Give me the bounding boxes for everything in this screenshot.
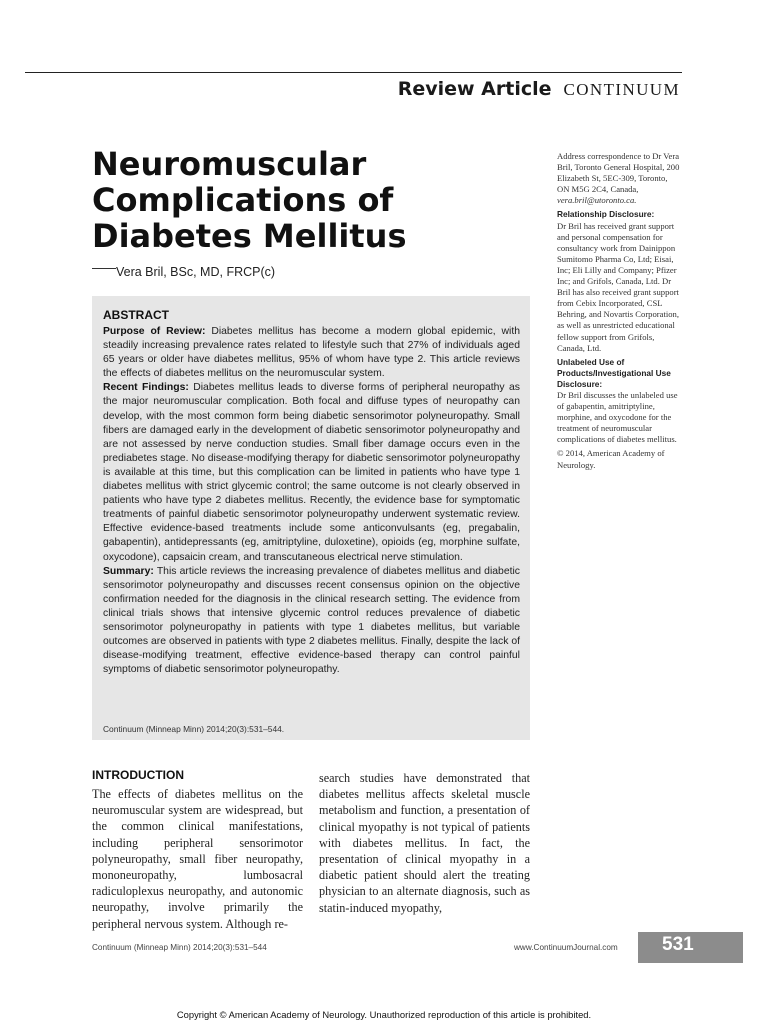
- relationship-disclosure: [557, 209, 682, 353]
- unlabeled-use-text: Dr Bril discusses the unlabeled use of gabapentin, amitriptyline, morphine, and oxycodone for the treatment of neuromuscular complications of diabetes mellitus.: [557, 389, 678, 445]
- header-rule: [25, 72, 682, 73]
- article-type: Review Article: [397, 78, 552, 100]
- running-header: [398, 78, 680, 100]
- purpose-text: Diabetes mellitus has become a modern global epidemic, with steadily increasing prevalence rates related to lifestyle such that 27% of individuals aged 65 years or older have diabetes mellitus, 95% of whom have type 2. This article reviews the effects of diabetes mellitus on the neuromuscular system.: [103, 326, 520, 380]
- purpose-label: Purpose of Review:: [103, 326, 206, 337]
- page-number-box: [638, 932, 743, 963]
- body-column-left: The effects of diabetes mellitus on the neuromuscular system are widespread, but the common clinical manifestations, including peripheral sensorimotor polyneuropathy, small fiber neuropathy, mononeuropathy, lumbosacral radiculoplexus neuropathy, and autonomic neuropathy, involve primarily the peripheral nervous system. Although re-: [92, 787, 303, 931]
- body-column-right: search studies have demonstrated that diabetes mellitus affects skeletal muscle metabolism and function, a presentation of clinical myopathy is not typical of patients with diabetes mellitus. In fact, the presentation of clinical myopathy in a diabetic patient should alert the treating physician to an alternate diagnosis, such as statin-induced myopathy,: [319, 771, 530, 915]
- footer-website[interactable]: www.ContinuumJournal.com: [514, 943, 618, 952]
- page-number: 531: [662, 934, 694, 955]
- journal-name: CONTINUUM: [563, 80, 680, 99]
- relationship-label: Relationship Disclosure:: [557, 209, 655, 220]
- summary-text: This article reviews the increasing prevalence of diabetes mellitus and diabetic sensorimotor polyneuropathy and discusses recent consensus opinion on the objective confirmation needed for the diagnosis in the clinical research setting. The evidence from clinical trials shows that intensive glycemic control reduces prevalence of diabetic sensorimotor polyneuropathy in patients with type 1 diabetes mellitus, but variable outcomes are observed in patients with type 2 diabetes mellitus. Finally, despite the lack of disease-modifying treatment, effective evidence-based therapy can control painful symptoms of diabetic sensorimotor polyneuropathy.: [103, 565, 520, 676]
- sidebar-disclosures: [557, 151, 682, 474]
- correspondence-address: Address correspondence to Dr Vera Bril, Toronto General Hospital, 200 Elizabeth St, 5EC-309, Toronto, ON M5G 2C4, Canada,: [557, 151, 680, 195]
- unlabeled-use-label: Unlabeled Use of Products/Investigational Use Disclosure:: [557, 356, 671, 389]
- correspondence-email[interactable]: vera.bril@utoronto.ca.: [557, 195, 637, 206]
- author-byline: Vera Bril, BSc, MD, FRCP(c): [116, 265, 276, 279]
- findings-text: Diabetes mellitus leads to diverse forms of peripheral neuropathy as the major neuromuscular complication. Both focal and diffuse types of neuropathy can develop, with the most common form being diabetic sensorimotor polyneuropathy. Small fibers are damaged early in the development of diabetic sensorimotor polyneuropathy and are not assessed by nerve conduction studies. Small fiber damage occurs even in the prediabetes stage. No disease-modifying therapy for diabetic sensorimotor polyneuropathy is available at this time, but this complication can be limited in patients who have type 1 diabetes mellitus with strict glycemic control; the same outcome is not clearly observed in patients who have type 2 diabetes mellitus. Recently, the evidence base for symptomatic treatments of painful diabetic sensorimotor polyneuropathy underwent systematic review. Effective evidence-based treatments include some anticonvulsants (eg, pregabalin, gabapentin), antidepressants (eg, amitriptyline, duloxetine), opioids (eg, morphine sulfate, oxycodone), capsaicin cream, and transcutaneous electrical nerve stimulation.: [103, 382, 520, 563]
- copyright-notice: Copyright © American Academy of Neurology. Unauthorized reproduction of this article is prohibited.: [176, 1009, 592, 1020]
- footer-citation: Continuum (Minneap Minn) 2014;20(3):531–544: [92, 943, 267, 952]
- findings-label: Recent Findings:: [103, 382, 189, 394]
- correspondence-note: [557, 151, 682, 206]
- summary-label: Summary:: [103, 565, 154, 577]
- abstract-heading: ABSTRACT: [103, 308, 169, 322]
- sidebar-copyright: © 2014, American Academy of Neurology.: [557, 448, 665, 470]
- author-rule: [92, 268, 116, 269]
- abstract-body: [103, 325, 520, 677]
- relationship-text: Dr Bril has received grant support and personal compensation for consultancy work from Dainippon Sumitomo Pharma Co, Ltd; Eisai, Inc; Eli Lilly and Company; Pfizer Inc; and Grifols, Canada, Ltd. Dr Bril has also received grant support from Cebix Incorporated, CSL Behring, and Novartis Corporation, as well as unrestricted educational fellow support from Grifols, Canada, Ltd.: [557, 220, 679, 353]
- abstract-citation: Continuum (Minneap Minn) 2014;20(3):531–544.: [103, 724, 285, 734]
- unlabeled-use-disclosure: [557, 357, 682, 446]
- article-title: Neuromuscular Complications of Diabetes Mellitus: [92, 145, 407, 255]
- abstract-box: [92, 296, 530, 740]
- introduction-heading: INTRODUCTION: [92, 768, 184, 782]
